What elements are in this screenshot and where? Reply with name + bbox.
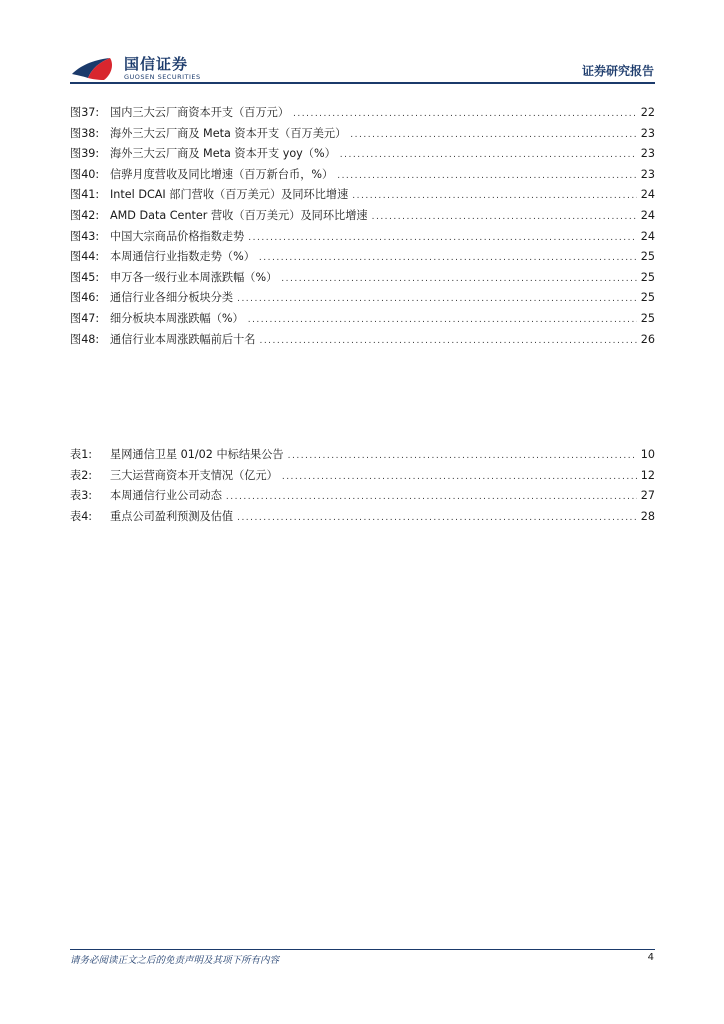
toc-leader-dots xyxy=(288,446,637,467)
toc-entry-label: 图41: xyxy=(70,188,100,202)
toc-entry-label: 图40: xyxy=(70,167,100,181)
toc-entry-label: 表2: xyxy=(70,468,93,482)
figure-toc-entry[interactable] xyxy=(70,247,655,268)
toc-leader-dots xyxy=(281,269,636,290)
footer-divider xyxy=(70,949,655,950)
toc-entry-label: 图39: xyxy=(70,147,100,161)
toc-entry-page: 12 xyxy=(640,468,655,482)
toc-leader-dots xyxy=(237,289,637,310)
toc-entry-label: 图37: xyxy=(70,106,100,119)
toc-leader-dots xyxy=(226,487,637,508)
toc-entry-title: 通信行业本周涨跌幅前后十名 xyxy=(110,332,256,346)
toc-leader-dots xyxy=(248,310,637,331)
toc-entry-title: 国内三大云厂商资本开支（百万元） xyxy=(110,106,290,119)
toc-entry-title: 细分板块本周涨跌幅（%） xyxy=(110,311,244,325)
table-toc-list xyxy=(70,445,655,527)
toc-entry-title: AMD Data Center 营收（百万美元）及同环比增速 xyxy=(110,208,368,222)
toc-entry-page: 25 xyxy=(640,270,655,284)
toc-leader-dots xyxy=(237,508,637,529)
toc-entry-label: 表1: xyxy=(70,448,93,461)
table-toc-entry[interactable] xyxy=(70,466,655,487)
logo-emblem-icon xyxy=(70,52,120,84)
report-type-label: 证券研究报告 xyxy=(581,64,654,78)
toc-leader-dots xyxy=(350,125,636,146)
figure-toc-entry[interactable] xyxy=(70,144,655,165)
toc-entry-page: 26 xyxy=(640,332,655,346)
page-header xyxy=(0,0,724,90)
toc-leader-dots xyxy=(372,207,637,228)
footer-disclaimer: 请务必阅读正文之后的免责声明及其项下所有内容 xyxy=(70,955,280,966)
toc-entry-page: 24 xyxy=(640,188,655,202)
toc-leader-dots xyxy=(259,248,637,269)
figure-toc-entry[interactable] xyxy=(70,268,655,289)
toc-entry-title: 星网通信卫星 01/02 中标结果公告 xyxy=(110,448,284,461)
toc-entry-title: 通信行业各细分板块分类 xyxy=(110,291,234,305)
figure-toc-entry[interactable] xyxy=(70,124,655,145)
toc-entry-page: 23 xyxy=(640,126,655,140)
figure-toc-list xyxy=(70,103,655,350)
header-divider xyxy=(70,82,655,84)
toc-entry-label: 图38: xyxy=(70,126,100,140)
toc-entry-page: 28 xyxy=(640,509,655,523)
toc-entry-label: 图44: xyxy=(70,250,100,264)
toc-entry-title: 申万各一级行业本周涨跌幅（%） xyxy=(110,270,278,284)
toc-entry-title: 本周通信行业指数走势（%） xyxy=(110,250,255,264)
toc-entry-title: 本周通信行业公司动态 xyxy=(110,489,222,503)
toc-entry-label: 表4: xyxy=(70,509,93,523)
table-toc-entry[interactable] xyxy=(70,486,655,507)
toc-entry-page: 22 xyxy=(640,106,655,119)
toc-entry-label: 图47: xyxy=(70,311,100,325)
figure-toc-entry[interactable] xyxy=(70,309,655,330)
toc-entry-label: 图48: xyxy=(70,332,100,346)
toc-entry-label: 图42: xyxy=(70,208,100,222)
toc-entry-label: 图43: xyxy=(70,229,100,243)
toc-leader-dots xyxy=(282,467,637,488)
toc-entry-page: 23 xyxy=(640,167,655,181)
toc-entry-title: 中国大宗商品价格指数走势 xyxy=(110,229,245,243)
figure-toc-entry[interactable] xyxy=(70,227,655,248)
figure-toc-entry[interactable] xyxy=(70,288,655,309)
toc-entry-page: 23 xyxy=(640,147,655,161)
toc-leader-dots xyxy=(340,145,637,166)
toc-entry-label: 图45: xyxy=(70,270,100,284)
figure-toc-entry[interactable] xyxy=(70,165,655,186)
figure-toc-entry[interactable] xyxy=(70,185,655,206)
toc-entry-page: 27 xyxy=(640,489,655,503)
figure-toc-entry[interactable] xyxy=(70,103,655,124)
toc-leader-dots xyxy=(293,104,637,125)
toc-entry-page: 25 xyxy=(640,291,655,305)
toc-entry-title: 海外三大云厂商及 Meta 资本开支（百万美元） xyxy=(110,126,347,140)
logo-english-name: GUOSEN SECURITIES xyxy=(124,73,201,81)
toc-entry-page: 25 xyxy=(640,311,655,325)
logo-chinese-name: 国信证券 xyxy=(124,55,189,73)
toc-leader-dots xyxy=(337,166,637,187)
toc-leader-dots xyxy=(248,228,636,249)
toc-entry-label: 表3: xyxy=(70,489,93,503)
figure-toc-entry[interactable] xyxy=(70,330,655,351)
toc-entry-page: 24 xyxy=(640,208,655,222)
toc-entry-label: 图46: xyxy=(70,291,100,305)
toc-leader-dots xyxy=(352,186,636,207)
table-toc-entry[interactable] xyxy=(70,507,655,528)
toc-entry-title: 海外三大云厂商及 Meta 资本开支 yoy（%） xyxy=(110,147,336,161)
toc-entry-title: 信骅月度营收及同比增速（百万新台币，%） xyxy=(110,167,334,181)
toc-entry-page: 10 xyxy=(640,448,655,461)
toc-leader-dots xyxy=(259,331,636,352)
toc-entry-page: 25 xyxy=(640,250,655,264)
toc-entry-page: 24 xyxy=(640,229,655,243)
table-toc-entry[interactable] xyxy=(70,445,655,466)
toc-entry-title: 三大运营商资本开支情况（亿元） xyxy=(110,468,278,482)
page-number: 4 xyxy=(647,952,654,963)
guosen-logo xyxy=(70,52,220,86)
figure-toc-entry[interactable] xyxy=(70,206,655,227)
toc-entry-title: 重点公司盈利预测及估值 xyxy=(110,509,234,523)
toc-entry-title: Intel DCAI 部门营收（百万美元）及同环比增速 xyxy=(110,188,349,202)
